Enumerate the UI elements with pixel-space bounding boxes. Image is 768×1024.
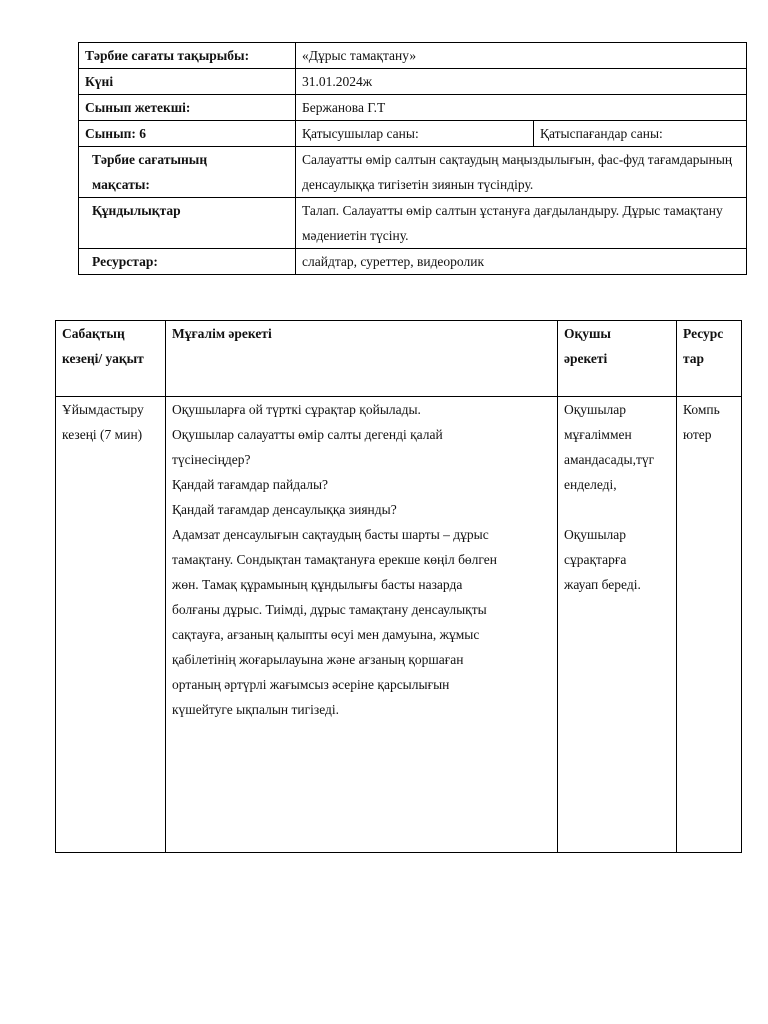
student-action-line: жауап береді. (564, 577, 641, 592)
teacher-action-line: түсінесіңдер? (172, 452, 251, 467)
values-row (79, 198, 747, 249)
class-label: Сынып: 6 (79, 121, 296, 147)
stage-cell (56, 397, 166, 853)
student-action-line: сұрақтарға (564, 552, 627, 567)
date-row (79, 69, 747, 95)
teacher-action-line: күшейтуге ықпалын тигізеді. (172, 702, 340, 717)
teacher-action-line: тамақтану. Сондықтан тамақтануға ерекше көңіл бөлген (172, 552, 497, 567)
resource-cell (677, 397, 742, 853)
stage-header (56, 321, 166, 397)
lesson-plan-table (55, 320, 742, 853)
date-value: 31.01.2024ж (296, 69, 747, 95)
student-header-line-1: Оқушы (564, 326, 611, 341)
teacher-action-line: Адамзат денсаулығын сақтаудың басты шарты – дұрыс (172, 527, 489, 542)
teacher-action-line: қабілетінің жоғарылауына және ағзаның қоршаған (172, 652, 464, 667)
lesson-info-table (78, 42, 747, 275)
resources-label: Ресурстар: (79, 249, 296, 275)
resource-line-2: ютер (683, 427, 712, 442)
teacher-action-cell (166, 397, 558, 853)
teacher-action-line: Оқушылар салауатты өмір салты дегенді қалай (172, 427, 443, 442)
teacher-action-line: ортаның әртүрлі жағымсыз әсеріне қарсылығын (172, 677, 450, 692)
student-action-line: Оқушылар (564, 527, 627, 542)
absent-count-label: Қатыспағандар саны: (534, 121, 747, 147)
resource-header-line-1: Ресурс (683, 326, 724, 341)
stage-line-2: кезеңі (7 мин) (62, 427, 143, 442)
student-action-header (558, 321, 677, 397)
student-action-line: Оқушылар (564, 402, 627, 417)
teacher-action-line: болғаны дұрыс. Тиімді, дұрыс тамақтану денсаулықты (172, 602, 487, 617)
resources-value: слайдтар, суреттер, видеоролик (296, 249, 747, 275)
goal-label-line-2: мақсаты: (92, 177, 150, 192)
student-header-line-2: әрекеті (564, 351, 608, 366)
present-count-label: Қатысушылар саны: (296, 121, 534, 147)
values-value: Талап. Салауатты өмір салтын ұстануға дағдыландыру. Дұрыс тамақтану мәдениетін түсіну. (296, 198, 747, 249)
goal-label (79, 147, 296, 198)
teacher-action-line: Қандай тағамдар пайдалы? (172, 477, 329, 492)
stage-line-1: Ұйымдастыру (62, 402, 144, 417)
resource-line-1: Компь (683, 402, 720, 417)
topic-value: «Дұрыс тамақтану» (296, 43, 747, 69)
teacher-row (79, 95, 747, 121)
teacher-action-line: Қандай тағамдар денсаулыққа зиянды? (172, 502, 397, 517)
date-label: Күні (79, 69, 296, 95)
goal-label-line-1: Тәрбие сағатының (92, 152, 208, 167)
plan-row (56, 397, 742, 853)
teacher-value: Бержанова Г.Т (296, 95, 747, 121)
spacer (564, 497, 670, 522)
class-row (79, 121, 747, 147)
resource-header (677, 321, 742, 397)
stage-header-line-1: Сабақтың (62, 326, 125, 341)
topic-label: Тәрбие сағаты тақырыбы: (79, 43, 296, 69)
teacher-action-line: жөн. Тамақ құрамының құндылығы басты назарда (172, 577, 463, 592)
resources-row (79, 249, 747, 275)
plan-header-row (56, 321, 742, 397)
student-action-line: амандасады,түг (564, 452, 655, 467)
teacher-action-line: сақтауға, ағзаның қалыпты өсуі мен дамуына, жұмыс (172, 627, 480, 642)
goal-value: Салауатты өмір салтын сақтаудың маңыздылығын, фас-фуд тағамдарының денсаулыққа тигізетін зиянын түсіндіру. (296, 147, 747, 198)
teacher-label: Сынып жетекшi: (79, 95, 296, 121)
values-label: Құндылықтар (79, 198, 296, 249)
stage-header-line-2: кезеңі/ уақыт (62, 351, 144, 366)
topic-row (79, 43, 747, 69)
teacher-action-line: Оқушыларға ой түрткі сұрақтар қойылады. (172, 402, 421, 417)
student-action-line: енделеді, (564, 477, 617, 492)
teacher-action-header: Мұғалім әрекеті (166, 321, 558, 397)
student-action-cell (558, 397, 677, 853)
resource-header-line-2: тар (683, 351, 705, 366)
goal-row (79, 147, 747, 198)
student-action-line: мұғаліммен (564, 427, 632, 442)
